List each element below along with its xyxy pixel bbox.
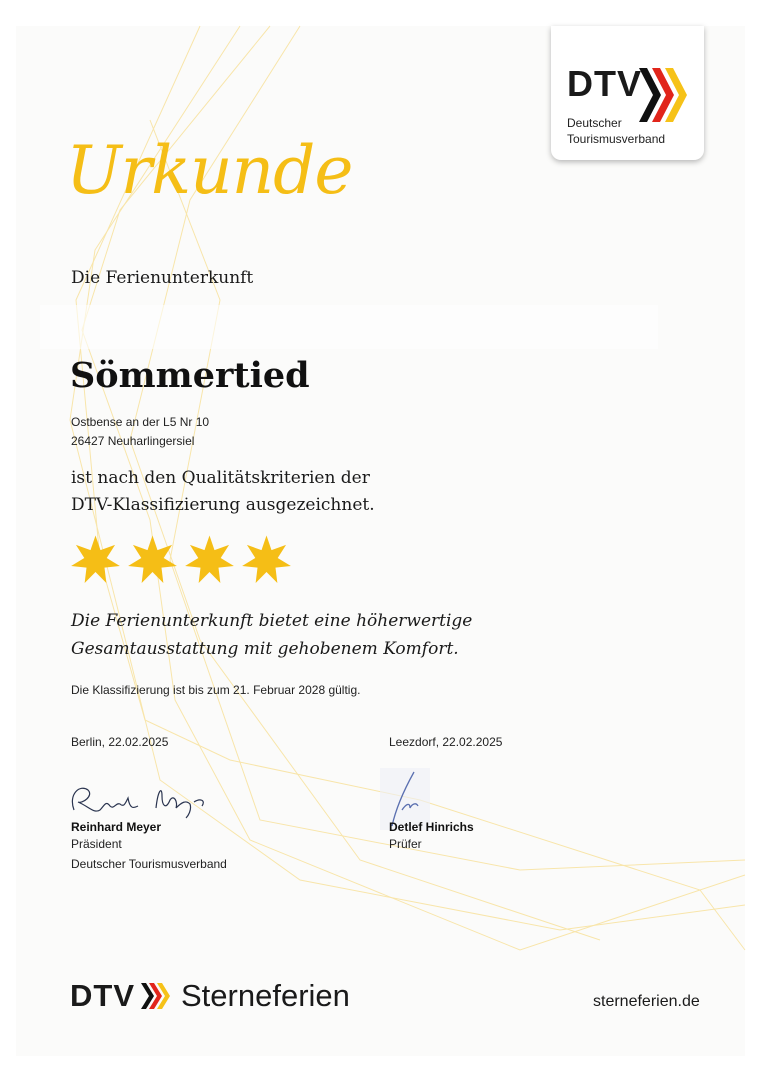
star-icon — [241, 535, 292, 586]
dtv-badge — [551, 26, 704, 160]
quality-statement: ist nach den Qualitätskriterien der DTV-Klassifizierung ausgezeichnet. — [71, 468, 375, 515]
star-icon — [184, 535, 235, 586]
footer-logo-dtv: DTV — [70, 978, 135, 1013]
signature-reinhard-meyer — [66, 780, 226, 820]
badge-org-name: Deutscher Tourismusverband — [567, 116, 666, 146]
right-signatory-role: Prüfer — [389, 837, 422, 851]
certificate-title: Urkunde — [66, 132, 353, 209]
footer-logo — [70, 978, 350, 1014]
footer-chevrons-icon — [141, 981, 175, 1011]
badge-logo-text: DTV — [567, 63, 642, 104]
star-rating — [70, 535, 292, 586]
left-signatory-org: Deutscher Tourismusverband — [71, 857, 227, 871]
right-signatory — [389, 820, 474, 854]
left-signatory-name: Reinhard Meyer — [71, 820, 162, 834]
website-url[interactable]: sterneferien.de — [593, 993, 700, 1010]
address-line-1: Ostbense an der L5 Nr 10 — [71, 415, 210, 429]
left-place-date: Berlin, 22.02.2025 — [71, 735, 169, 749]
property-name: Sömmertied — [70, 355, 310, 396]
star-icon — [127, 535, 178, 586]
left-signatory — [71, 820, 227, 874]
footer-brand-name: Sterneferien — [181, 978, 350, 1013]
certificate-subtitle: Die Ferienunterkunft — [71, 268, 254, 288]
validity-note: Die Klassifizierung ist bis zum 21. Februar 2028 gültig. — [71, 683, 361, 697]
category-description: Die Ferienunterkunft bietet eine höherwertige Gesamtausstattung mit gehobenem Komfort. — [71, 611, 473, 659]
property-address — [71, 413, 209, 451]
address-line-2: 26427 Neuharlingersiel — [71, 434, 195, 448]
highlight-band — [40, 305, 658, 349]
star-icon — [70, 535, 121, 586]
left-signatory-role: Präsident — [71, 837, 122, 851]
right-place-date: Leezdorf, 22.02.2025 — [389, 735, 503, 749]
right-signatory-name: Detlef Hinrichs — [389, 820, 474, 834]
